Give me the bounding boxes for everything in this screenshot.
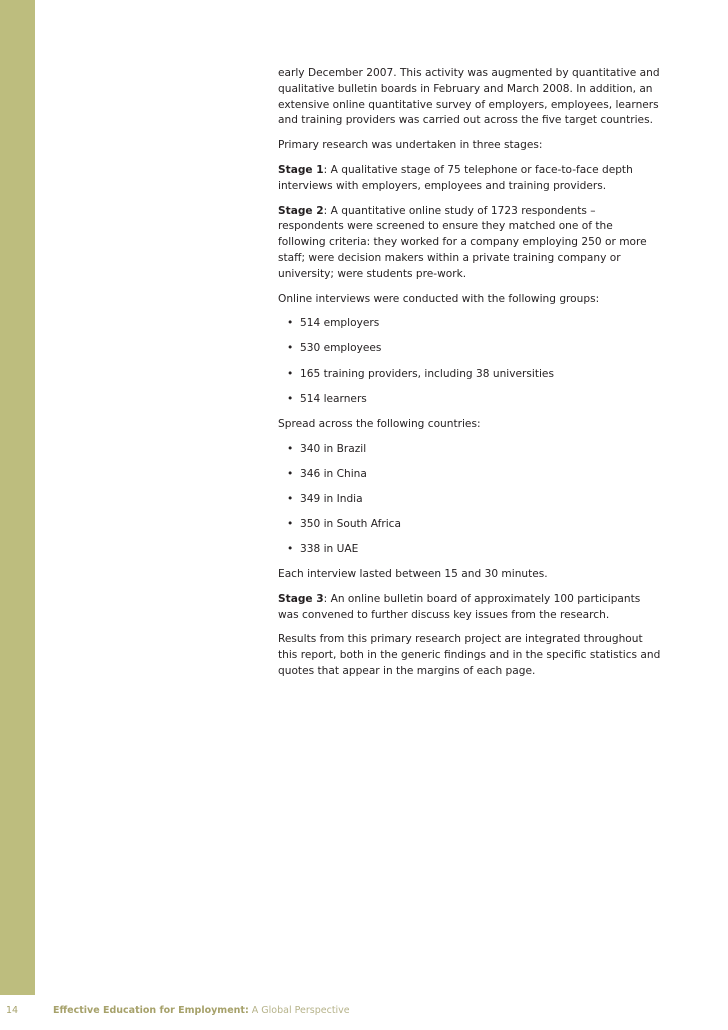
footer-title (53, 1003, 350, 1019)
list-item: • 350 in South Africa (278, 517, 663, 533)
list-item: • 514 learners (278, 392, 663, 408)
list-item: • 349 in India (278, 492, 663, 508)
results-paragraph: Results from this primary research project are integrated throughout this report, both in the generic findings and in the specific statistics and quotes that appear in the margins of each page. (278, 633, 661, 677)
page-number: 14 (6, 1005, 19, 1016)
list-item: • 165 training providers, including 38 universities (278, 367, 663, 383)
main-text-column (278, 66, 663, 689)
list-item: • 514 employers (278, 316, 663, 332)
duration-paragraph: Each interview lasted between 15 and 30 minutes. (278, 568, 548, 580)
stage-1-paragraph (278, 163, 663, 195)
stage-1-text: : A qualitative stage of 75 telephone or face-to-face depth interviews with employers, employees and training providers. (278, 163, 633, 192)
countries-intro: Spread across the following countries: (278, 417, 481, 430)
footer-title-bold: Effective Education for Employment: (53, 1005, 249, 1016)
stage-3-text: : An online bulletin board of approximately 100 participants was convened to further discuss key issues from the research. (278, 592, 641, 621)
groups-intro: Online interviews were conducted with the following groups: (278, 292, 600, 305)
stages-intro: Primary research was undertaken in three stages: (278, 139, 543, 152)
decorative-side-bar (0, 0, 35, 995)
stage-2-paragraph (278, 204, 663, 283)
groups-list (278, 316, 663, 407)
list-item: • 346 in China (278, 467, 663, 483)
intro-paragraph: early December 2007. This activity was augmented by quantitative and qualitative bulletin boards in February and March 2008. In addition, an extensive online quantitative survey of employers, employees, learners and training providers was carried out across the five target countries. (278, 67, 660, 127)
list-item: • 530 employees (278, 341, 663, 357)
stage-2-label: Stage 2 (278, 204, 324, 217)
stage-3-label: Stage 3 (278, 592, 324, 605)
stage-1-label: Stage 1 (278, 163, 324, 176)
footer-title-rest: A Global Perspective (248, 1005, 350, 1016)
countries-list (278, 442, 663, 558)
stage-3-paragraph (278, 592, 663, 624)
page-footer (0, 1003, 728, 1023)
stage-2-text: : A quantitative online study of 1723 respondents – respondents were screened to ensure they matched one of the following criteria: they worked for a company employing 250 or more staff; were decision makers within a private training company or university; were students pre-work. (278, 204, 647, 280)
list-item: • 338 in UAE (278, 542, 663, 558)
list-item: • 340 in Brazil (278, 442, 663, 458)
